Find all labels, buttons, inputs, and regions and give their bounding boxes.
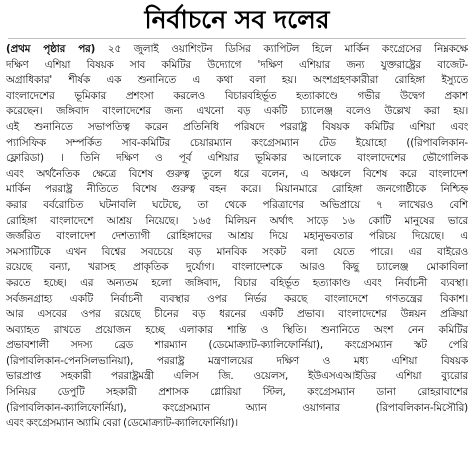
article-line: ভারপ্রাপ্ত সহকারী পররাষ্ট্রমন্ত্রী এলিস জি. ওয়েলস, ইউএসএআইডির এশিয়া ব্যুরোর — [6, 370, 468, 383]
article-line: করার বর্বরোচিত ঘটনাবলি ঘটেছে, তা থেকে পরিত্রাণের অভিপ্রায়ে ৭ লাখেরও বেশি — [6, 198, 468, 211]
article-line: আর এসবের ওপর রয়েছে চীনের বড় ধরনের একটি প্রভাব। বাংলাদেশের উন্নয়ন প্রক্রিয়া — [6, 308, 468, 321]
article-line: (রিপাবলিকান-পেনসিলভানিয়া), পররাষ্ট্র মন্ত্রণালয়ের দক্ষিণ ও মধ্য এশিয়া বিষয়ক — [6, 354, 468, 367]
article-line: (রিপাবলিকান-ক্যালিফোর্নিয়া), কংগ্রেসম্যান অ্যান ওয়াগনার (রিপাবলিকান-মিসৌরি) — [6, 401, 468, 414]
article-line: বাংলাদেশের ভূমিকার প্রশংসা করলেও বিচারবহির্ভূত হত্যাকাণ্ডে গভীর উদ্বেগ প্রকাশ — [6, 89, 468, 102]
article-line: করতে হচ্ছে। এর অন্যতম হলো জঙ্গিবাদ, বিচার বহির্ভূত হত্যাকাণ্ড এবং নির্বাচনী ব্যবস্থা। — [6, 276, 468, 289]
headline-container — [8, 4, 466, 39]
article-line: সমস্যাটিকে এখন বিশ্বের সবচেয়ে বড় মানবিক সংকট বলা যেতে পারে। এর বাইরেও — [6, 245, 468, 258]
headline: নির্বাচনে সব দলের — [144, 5, 330, 34]
article-line: প্যাসিফিক সম্পর্কিত সাব-কমিটির চেয়ারম্যান কংগ্রেসম্যান টেড ইয়োহো ((রিপাবলিকান- — [6, 136, 468, 149]
article-line: (প্রথম পৃষ্ঠার পর) ২৫ জুলাই ওয়াশিংটন ডিসির ক্যাপিটল হিলে মার্কিন কংগ্রেসের নিম্নকক্ষে — [6, 43, 468, 55]
article-line: অগ্রাধিকার' শীর্ষক এক শুনানিতে এ কথা বলা হয়। অংশগ্রহণকারীরা রোহিঙ্গা ইস্যুতে — [6, 74, 468, 87]
article-line: সর্বজনগ্রাহ্য একটি নির্বাচনী ব্যবস্থার ওপর নির্ভর করছে বাংলাদেশে গণতন্ত্রের বিকাশ। — [6, 292, 468, 305]
article-line: জর্জরিত বাংলাদেশ দেশত্যাগী রোহিঙ্গাদের আশ্রয় দিয়ে মহানুভবতার পরিচয় দিয়েছে। এ — [6, 230, 468, 243]
article-line: দক্ষিণ এশিয়া বিষয়ক সাব কমিটির উদ্যোগে 'দক্ষিণ এশিয়ার জন্য যুক্তরাষ্ট্রের বাজেট- — [6, 58, 468, 71]
article-body — [6, 42, 468, 432]
article-line: মার্কিন পররাষ্ট্র নীতিতে বিশেষ গুরুত্ব বহন করে। মিয়ানমারে রোহিঙ্গা জনগোষ্ঠীকে নিশ্চিহ্ন — [6, 183, 468, 196]
article-line: এবং অর্থনৈতিক ক্ষেত্রে বিশেষ গুরুত্ব তুলে ধরে বলেন, এ অঞ্চলে বিশেষ করে বাংলাদেশ — [6, 167, 468, 180]
article-line: অব্যাহত রাখতে প্রয়োজন হচ্ছে এলাকার শান্তি ও স্থিতি। শুনানিতে অংশ নেন কমিটির — [6, 323, 468, 336]
article-line: এই শুনানিতে সভাপতিত্ব করেন প্রতিনিধি পরিষদে পররাষ্ট্র বিষয়ক কমিটির এশিয়া এবং — [6, 120, 468, 133]
article-line: করেছেন। জঙ্গিবাদ বাংলাদেশের জন্য এখনো বড় একটি চ্যালেঞ্জ বলেও উল্লেখ করা হয়। — [6, 105, 468, 118]
article-line: রয়েছে বন্যা, খরাসহ প্রাকৃতিক দুর্যোগ। বাংলাদেশকে আরও কিছু চ্যালেঞ্জ মোকাবিলা — [6, 261, 468, 274]
article-line: সিনিয়র ডেপুটি সহকারী প্রশাসক গ্লোরিয়া স্টিল, কংগ্রেসম্যান ডানা রোহরাবাশের — [6, 386, 468, 399]
article-line: রোহিঙ্গা বাংলাদেশে আশ্রয় নিয়েছে। ১৬৫ মিলিয়ন অর্থাৎ সাড়ে ১৬ কোটি মানুষের ভারে — [6, 214, 468, 227]
lead-tag: (প্রথম পৃষ্ঠার পর) — [6, 43, 96, 55]
article-line: ফ্লোরিডা) । তিনি দক্ষিণ ও পূর্ব এশিয়ার ভূমিকার আলোকে বাংলাদেশের ভৌগোলিক — [6, 152, 468, 165]
article-line: প্রভাবশালী সদস্য ব্রেড শারম্যান (ডেমোক্র্যাট-ক্যালিফোর্নিয়া), কংগ্রেসম্যান স্কট পেরি — [6, 339, 468, 352]
article-line: এবং কংগ্রেসম্যান অ্যামি বেরা (ডেমোক্র্যাট-ক্যালিফোর্নিয়া)। — [6, 417, 238, 430]
